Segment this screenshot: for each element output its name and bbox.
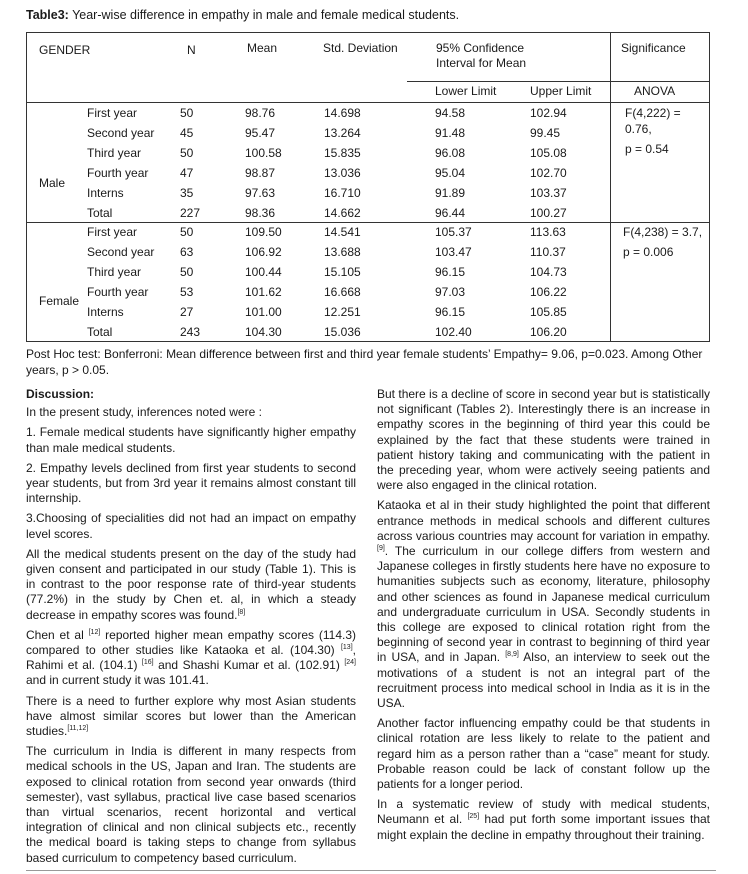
cell-mean: 98.36 xyxy=(245,206,276,220)
left-column-paragraph xyxy=(26,405,356,420)
paragraph-text: , Rahimi et al. (104.1) xyxy=(26,643,356,673)
left-column-paragraph xyxy=(26,461,356,507)
table-rule-header xyxy=(27,102,709,103)
cell-year: First year xyxy=(87,106,138,120)
cell-mean: 98.87 xyxy=(245,166,276,180)
cell-std-deviation: 13.036 xyxy=(324,166,361,180)
citation-ref: [8] xyxy=(237,608,246,616)
left-column-paragraph xyxy=(26,744,356,866)
citation-ref: [8,9] xyxy=(505,651,519,659)
cell-mean: 97.63 xyxy=(245,186,276,200)
male-anova-line-3: p = 0.54 xyxy=(625,142,669,156)
cell-n: 50 xyxy=(180,225,194,239)
cell-upper-limit: 113.63 xyxy=(530,225,566,239)
left-column-paragraph xyxy=(26,547,356,623)
cell-lower-limit: 96.15 xyxy=(435,265,466,279)
cell-lower-limit: 91.48 xyxy=(435,126,466,140)
female-anova-line-2: p = 0.006 xyxy=(623,245,674,259)
paragraph-text: and in current study it was 101.41. xyxy=(26,673,209,688)
right-column-paragraph xyxy=(377,716,710,792)
header-significance: Significance xyxy=(621,41,686,55)
header-std-deviation: Std. Deviation xyxy=(323,41,398,55)
cell-std-deviation: 16.668 xyxy=(324,285,361,299)
header-upper-limit: Upper Limit xyxy=(530,84,592,98)
cell-year: Total xyxy=(87,325,113,339)
page-bottom-rule xyxy=(26,870,716,871)
header-gender: GENDER xyxy=(39,43,91,57)
cell-n: 35 xyxy=(180,186,194,200)
paragraph-text: 3.Choosing of specialities did not had an impact on empathy level scores. xyxy=(26,511,356,541)
paragraph-text: had put forth some important issues that might explain the decline in empathy throughout their training. xyxy=(377,812,711,842)
cell-std-deviation: 13.688 xyxy=(324,245,361,259)
paragraph-text: The curriculum in India is different in many respects from medical schools in the US, Japan and Iran. The students are exposed to clinical rotation from second year onwards (third semester), vast syllabus, practical live case based scenarios than virtual scenarios, recent horizontal and vertical integration of clinical and non clinical subjects etc., recently the medical board is taking steps to change from syllabus based curriculum to competency based curriculum. xyxy=(26,744,356,865)
cell-year: Interns xyxy=(87,305,124,319)
cell-n: 53 xyxy=(180,285,194,299)
empathy-table xyxy=(26,32,710,342)
right-column-paragraph xyxy=(377,797,710,843)
cell-upper-limit: 106.20 xyxy=(530,325,567,339)
citation-ref: [16] xyxy=(141,659,154,667)
cell-std-deviation: 15.036 xyxy=(324,325,361,339)
cell-upper-limit: 103.37 xyxy=(530,186,567,200)
cell-lower-limit: 103.47 xyxy=(435,245,472,259)
cell-lower-limit: 94.58 xyxy=(435,106,466,120)
header-lower-limit: Lower Limit xyxy=(435,84,497,98)
cell-year: Interns xyxy=(87,186,124,200)
citation-ref: [24] xyxy=(344,659,356,667)
cell-std-deviation: 15.105 xyxy=(324,265,361,279)
cell-lower-limit: 91.89 xyxy=(435,186,466,200)
cell-lower-limit: 96.08 xyxy=(435,146,466,160)
cell-upper-limit: 102.70 xyxy=(530,166,567,180)
citation-ref: [25] xyxy=(467,813,480,821)
citation-ref: [12] xyxy=(88,628,101,636)
left-column xyxy=(26,387,356,871)
paragraph-text: There is a need to further explore why most Asian students have almost similar scores but lower than the American studies. xyxy=(26,693,356,739)
cell-n: 50 xyxy=(180,146,194,160)
cell-mean: 101.00 xyxy=(245,305,282,319)
cell-n: 50 xyxy=(180,106,194,120)
paragraph-text: Also, an interview to seek out the motivations of a student is not an integral part of the recruitment process into medical school in India as it is in the USA. xyxy=(377,650,710,711)
paragraph-text: Chen et al xyxy=(26,627,89,642)
cell-upper-limit: 106.22 xyxy=(530,285,567,299)
cell-year: Third year xyxy=(87,265,142,279)
cell-upper-limit: 110.37 xyxy=(530,245,566,259)
cell-lower-limit: 96.44 xyxy=(435,206,466,220)
left-column-paragraph xyxy=(26,694,356,740)
paragraph-text: Another factor influencing empathy could be that students in clinical rotation are less likely to relate to the patient and regard him as a person rather than a “case” meant for study. Probable reason could be lack of constant follow up the patients for a longer period. xyxy=(377,716,710,792)
cell-mean: 106.92 xyxy=(245,245,282,259)
cell-lower-limit: 105.37 xyxy=(435,225,472,239)
cell-mean: 100.44 xyxy=(245,265,282,279)
table-caption xyxy=(26,8,459,22)
paragraph-text: . The curriculum in our college differs from western and Japanese colleges in firstly students here have no exposure to humanities subjects such as economy, literature, philosophy and other sciences as found in Japanese medical curriculum and undergraduate curriculum in USA. Secondly students in this college are exposed to clinical rotation right from the beginning of second year in contrast to beginning of third year in USA, and in Japan. xyxy=(377,544,710,665)
table-rule-ci xyxy=(407,81,709,82)
group-label-male: Male xyxy=(39,176,66,190)
cell-upper-limit: 105.08 xyxy=(530,146,567,160)
female-anova-line-1: F(4,238) = 3.7, xyxy=(623,225,703,239)
cell-upper-limit: 99.45 xyxy=(530,126,561,140)
cell-n: 243 xyxy=(180,325,201,339)
paragraph-text: and Shashi Kumar et al. (102.91) xyxy=(153,658,345,673)
paragraph-text: But there is a decline of score in second year but is statistically not significant (Tables 2). Interestingly there is an increase in empathy scores in the beginning of third year this could be explained by the fact that these students were trained in patient history taking and communicating with the patient in the preceding year, whom were actively seeing patients and were also engaged in the clinical rotation. xyxy=(377,387,710,493)
paragraph-text: In the present study, inferences noted were : xyxy=(26,405,262,420)
header-confidence-interval: 95% Confidence Interval for Mean xyxy=(436,41,527,70)
cell-mean: 101.62 xyxy=(245,285,282,299)
cell-lower-limit: 102.40 xyxy=(435,325,472,339)
cell-mean: 104.30 xyxy=(245,325,282,339)
left-column-paragraph xyxy=(26,628,356,689)
header-mean: Mean xyxy=(247,41,278,55)
right-column-paragraph xyxy=(377,498,710,711)
header-n: N xyxy=(187,43,196,57)
cell-year: Fourth year xyxy=(87,285,149,299)
cell-std-deviation: 15.835 xyxy=(324,146,361,160)
cell-mean: 95.47 xyxy=(245,126,276,140)
table-rule-significance xyxy=(610,33,611,341)
cell-std-deviation: 13.264 xyxy=(324,126,361,140)
cell-year: Second year xyxy=(87,126,155,140)
header-anova: ANOVA xyxy=(634,84,676,98)
citation-ref: [9] xyxy=(377,545,385,553)
paragraph-text: reported higher mean empathy scores (114.3) compared to other studies like Kataoka et al. (104.30) xyxy=(26,627,356,658)
citation-ref: [11,12] xyxy=(67,725,89,733)
citation-ref: [13] xyxy=(340,644,353,652)
posthoc-note: Post Hoc test: Bonferroni: Mean difference between first and third year female students’ Empathy= 9.06, p=0.023. Among Other years, p > 0.05. xyxy=(26,347,703,377)
cell-upper-limit: 102.94 xyxy=(530,106,567,120)
cell-std-deviation: 14.541 xyxy=(324,225,361,239)
cell-year: Total xyxy=(87,206,113,220)
male-anova-line-1: F(4,222) = xyxy=(625,106,681,120)
cell-n: 27 xyxy=(180,305,194,319)
discussion-heading: Discussion: xyxy=(26,387,95,401)
cell-year: Second year xyxy=(87,245,155,259)
cell-mean: 100.58 xyxy=(245,146,282,160)
cell-std-deviation: 14.698 xyxy=(324,106,361,120)
cell-lower-limit: 95.04 xyxy=(435,166,466,180)
cell-std-deviation: 12.251 xyxy=(324,305,361,319)
paragraph-text: In a systematic review of study with medical students, Neumann et al. xyxy=(377,797,710,827)
table-caption-text: Year-wise difference in empathy in male and female medical students. xyxy=(68,8,460,22)
cell-std-deviation: 14.662 xyxy=(324,206,361,220)
cell-year: Third year xyxy=(87,146,142,160)
cell-lower-limit: 97.03 xyxy=(435,285,466,299)
left-column-paragraph xyxy=(26,425,356,455)
group-label-female: Female xyxy=(39,294,80,308)
cell-mean: 109.50 xyxy=(245,225,282,239)
paragraph-text: 2. Empathy levels declined from first year students to second year students, but from 3rd year it remains almost constant till internship. xyxy=(26,460,356,506)
right-column xyxy=(377,387,710,848)
cell-upper-limit: 100.27 xyxy=(530,206,567,220)
right-column-paragraph xyxy=(377,387,710,493)
table-rule-group xyxy=(27,222,709,223)
cell-upper-limit: 105.85 xyxy=(530,305,567,319)
cell-n: 45 xyxy=(180,126,194,140)
cell-year: First year xyxy=(87,225,138,239)
paragraph-text: 1. Female medical students have significantly higher empathy than male medical students. xyxy=(26,425,356,455)
paragraph-text: Kataoka et al in their study highlighted the point that different entrance methods in medical schools and different cultures across various countries may account for variation in empathy. xyxy=(377,498,710,543)
cell-n: 227 xyxy=(180,206,201,220)
cell-year: Fourth year xyxy=(87,166,149,180)
cell-mean: 98.76 xyxy=(245,106,276,120)
left-column-paragraph xyxy=(26,511,356,541)
cell-upper-limit: 104.73 xyxy=(530,265,567,279)
cell-n: 50 xyxy=(180,265,194,279)
cell-std-deviation: 16.710 xyxy=(324,186,361,200)
paragraph-text: All the medical students present on the day of the study had given consent and participated in our study (Table 1). This is in contrast to the poor response rate of third-year students (77.2%) in the study by Chen et. al, in which a steady decrease in empathy scores was found. xyxy=(26,546,356,622)
table-caption-label: Table3: xyxy=(26,8,69,22)
cell-n: 63 xyxy=(180,245,194,259)
cell-lower-limit: 96.15 xyxy=(435,305,466,319)
male-anova-line-2: 0.76, xyxy=(625,122,652,136)
cell-n: 47 xyxy=(180,166,194,180)
